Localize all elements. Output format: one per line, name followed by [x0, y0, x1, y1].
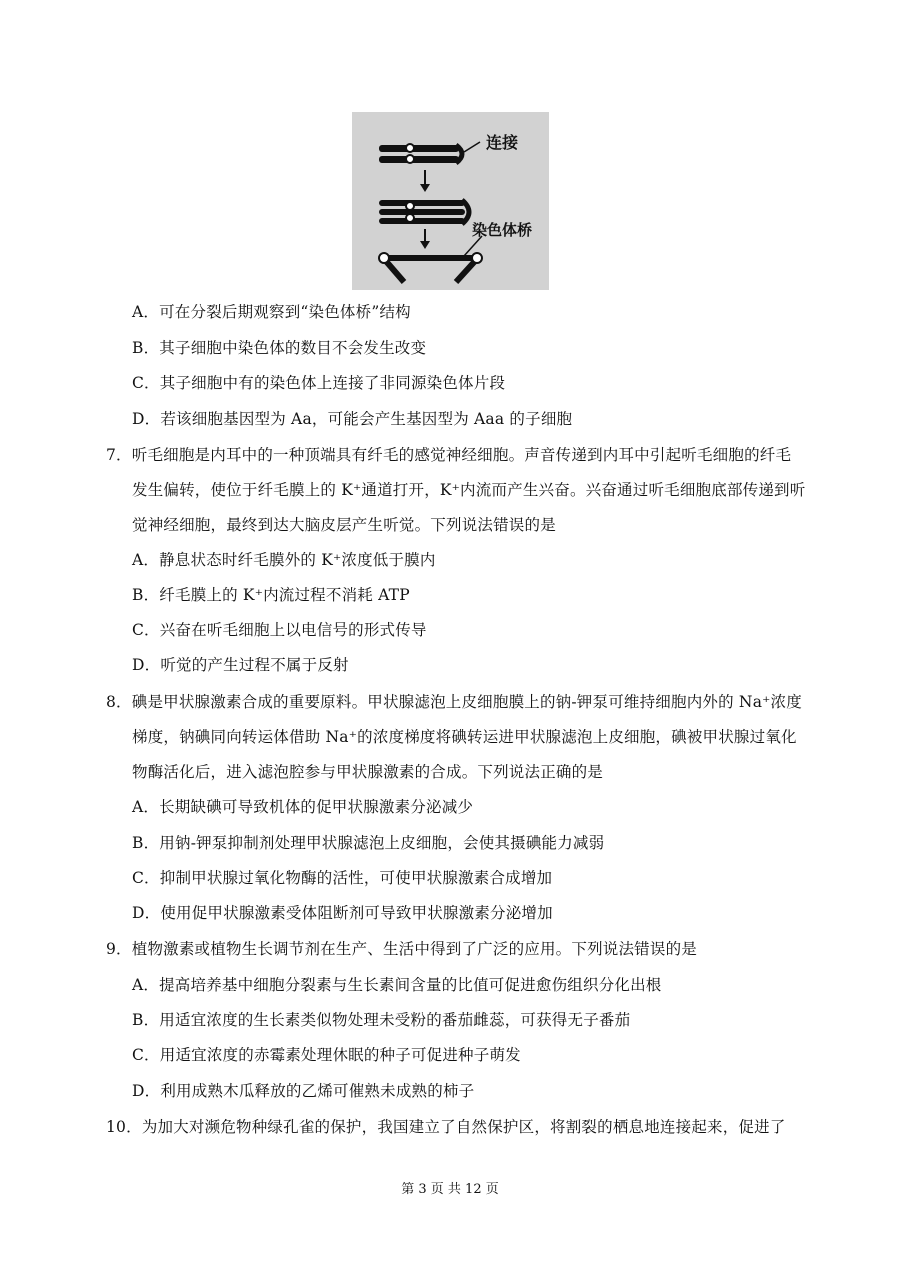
arrow-down-icon	[420, 170, 430, 192]
q6-option-a: A．可在分裂后期观察到“染色体桥”结构	[132, 303, 411, 321]
q9-option-c: C．用适宜浓度的赤霉素处理休眠的种子可促进种子萌发	[132, 1046, 521, 1064]
label-chromosome-bridge: 染色体桥	[472, 221, 533, 239]
q8-option-b: B．用钠-钾泵抑制剂处理甲状腺滤泡上皮细胞，会使其摄碘能力减弱	[132, 834, 605, 852]
chromosome-bridge-figure	[352, 112, 549, 290]
q7-stem-line-1: 7．听毛细胞是内耳中的一种顶端具有纤毛的感觉神经细胞。声音传递到内耳中引起听毛细胞的纤毛	[106, 446, 792, 464]
q6-option-c: C．其子细胞中有的染色体上连接了非同源染色体片段	[132, 374, 506, 392]
q8-stem-line-3: 物酶活化后，进入滤泡腔参与甲状腺激素的合成。下列说法正确的是	[132, 763, 604, 781]
replicated-chromosomes	[379, 200, 469, 224]
q8-stem-line-1: 8．碘是甲状腺激素合成的重要原料。甲状腺滤泡上皮细胞膜上的钠-钾泵可维持细胞内外的 Na⁺浓度	[106, 693, 802, 711]
connected-chromosomes	[379, 142, 480, 163]
label-connect: 连接	[486, 133, 519, 152]
q8-option-a: A．长期缺碘可导致机体的促甲状腺激素分泌减少	[132, 798, 474, 816]
page-footer: 第 3 页 共 12 页	[401, 1182, 499, 1197]
q9-option-b: B．用适宜浓度的生长素类似物处理未受粉的番茄雌蕊，可获得无子番茄	[132, 1011, 631, 1029]
q10-stem-line-1: 10．为加大对濒危物种绿孔雀的保护，我国建立了自然保护区，将割裂的栖息地连接起来，促进了	[106, 1118, 786, 1136]
q9-option-d: D．利用成熟木瓜释放的乙烯可催熟未成熟的柿子	[132, 1082, 475, 1100]
q7-stem-line-3: 觉神经细胞，最终到达大脑皮层产生听觉。下列说法错误的是	[132, 516, 556, 534]
chromosome-diagram	[352, 112, 549, 290]
q7-option-a: A．静息状态时纤毛膜外的 K⁺浓度低于膜内	[132, 551, 436, 569]
q7-stem-line-2: 发生偏转，使位于纤毛膜上的 K⁺通道打开，K⁺内流而产生兴奋。兴奋通过听毛细胞底部传递到听	[132, 481, 806, 499]
q6-option-b: B．其子细胞中染色体的数目不会发生改变	[132, 339, 427, 357]
q8-option-d: D．使用促甲状腺激素受体阻断剂可导致甲状腺激素分泌增加	[132, 904, 553, 922]
chromosome-bridge	[379, 236, 482, 282]
q9-stem-line-1: 9．植物激素或植物生长调节剂在生产、生活中得到了广泛的应用。下列说法错误的是	[106, 940, 697, 958]
q9-option-a: A．提高培养基中细胞分裂素与生长素间含量的比值可促进愈伤组织分化出根	[132, 976, 662, 994]
q7-option-b: B．纤毛膜上的 K⁺内流过程不消耗 ATP	[132, 586, 410, 604]
q6-option-d: D．若该细胞基因型为 Aa，可能会产生基因型为 Aaa 的子细胞	[132, 410, 573, 428]
q7-option-d: D．听觉的产生过程不属于反射	[132, 656, 349, 674]
arrow-down-icon	[420, 229, 430, 249]
q8-option-c: C．抑制甲状腺过氧化物酶的活性，可使甲状腺激素合成增加	[132, 869, 553, 887]
q8-stem-line-2: 梯度，钠碘同向转运体借助 Na⁺的浓度梯度将碘转运进甲状腺滤泡上皮细胞，碘被甲状腺过氧化	[132, 728, 797, 746]
q7-option-c: C．兴奋在听毛细胞上以电信号的形式传导	[132, 621, 427, 639]
